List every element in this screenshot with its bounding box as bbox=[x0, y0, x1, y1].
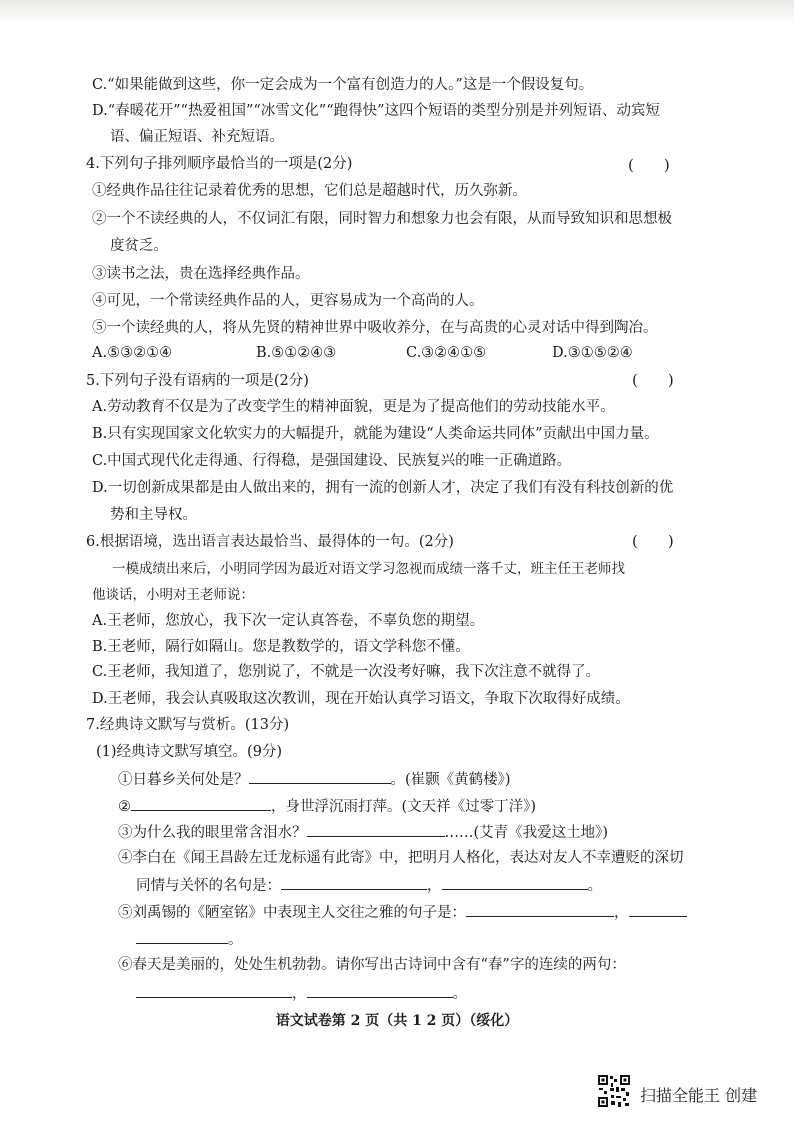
q7-item-4-prompt: 同情与关怀的名句是： bbox=[136, 878, 281, 894]
q7-item-6-blank-2[interactable] bbox=[307, 982, 453, 998]
q4-answer-paren[interactable]: ( ) bbox=[628, 156, 670, 174]
q7-item-1 bbox=[118, 768, 511, 790]
q4-option-b: B.⑤①②④③ bbox=[256, 345, 337, 361]
q7-item-1-blank[interactable] bbox=[249, 768, 391, 784]
q7-item-2-source: ，身世浮沉雨打萍。(文天祥《过零丁洋》) bbox=[271, 799, 537, 815]
q4-sentence-5: ⑤一个读经典的人，将从先贤的精神世界中吸收养分，在与高贵的心灵对话中得到陶冶。 bbox=[92, 320, 658, 336]
q5-title: 5.下列句子没有语病的一项是(2分) bbox=[86, 373, 309, 389]
q7-item-4-period: 。 bbox=[587, 878, 602, 894]
q5-option-d: D.一切创新成果都是由人做出来的，拥有一流的创新人才，决定了我们有没有科技创新的优 bbox=[92, 480, 674, 496]
q7-item-6-cont bbox=[136, 982, 467, 1004]
q7-item-5-blank-2a[interactable] bbox=[629, 901, 687, 917]
q7-item-4-blank-2[interactable] bbox=[442, 874, 588, 890]
qr-code-icon bbox=[597, 1074, 631, 1108]
scanner-brand-text: 扫描全能王 创建 bbox=[640, 1086, 758, 1105]
q6-answer-paren[interactable]: ( ) bbox=[632, 532, 674, 550]
q7-item-1-source: 。(崔颢《黄鹤楼》) bbox=[390, 772, 511, 788]
q7-item-6: ⑥春天是美丽的，处处生机勃勃。请你写出古诗词中含有“春”字的连续的两句： bbox=[118, 957, 626, 973]
q6-option-a: A.王老师，您放心，我下次一定认真答卷，不辜负您的期望。 bbox=[92, 613, 485, 629]
q5-answer-paren[interactable]: ( ) bbox=[632, 371, 674, 389]
q4-sentence-1: ①经典作品往往记录着优秀的思想，它们总是超越时代，历久弥新。 bbox=[92, 183, 527, 199]
q4-option-a: A.⑤③②①④ bbox=[92, 345, 173, 361]
q4-option-d: D.③①⑤②④ bbox=[552, 345, 633, 361]
q7-item-6-comma: ， bbox=[292, 986, 307, 1002]
q7-item-2-blank[interactable] bbox=[131, 795, 271, 811]
q7-item-5-blank-2b[interactable] bbox=[136, 928, 228, 944]
q7-item-5-comma: ， bbox=[614, 905, 629, 921]
q7-item-5-text: ⑤刘禹锡的《陋室铭》中表现主人交往之雅的句子是： bbox=[118, 905, 466, 921]
q3-option-d: D.“春暖花开”“热爱祖国”“冰雪文化”“跑得快”这四个短语的类型分别是并列短语、动宾短 bbox=[92, 103, 661, 119]
q4-title: 4.下列句子排列顺序最恰当的一项是(2分) bbox=[86, 156, 353, 172]
q3-option-d-cont: 语、偏正短语、补充短语。 bbox=[110, 129, 284, 145]
q4-sentence-3: ③读书之法，贵在选择经典作品。 bbox=[92, 266, 310, 282]
q7-item-4-blank-1[interactable] bbox=[281, 874, 427, 890]
page-footer: 语文试卷第 2 页（共 1 2 页）（绥化） bbox=[275, 1013, 519, 1029]
q6-option-b: B.王老师，隔行如隔山。您是教数学的，语文学科您不懂。 bbox=[92, 639, 470, 655]
q5-option-a: A.劳动教育不仅是为了改变学生的精神面貌，更是为了提高他们的劳动技能水平。 bbox=[92, 399, 615, 415]
q6-title: 6.根据语境，选出语言表达最恰当、最得体的一句。(2分) bbox=[86, 534, 454, 550]
q7-item-6-blank-1[interactable] bbox=[136, 982, 292, 998]
scan-top-shadow bbox=[0, 0, 794, 22]
q4-sentence-2: ②一个不读经典的人，不仅词汇有限，同时智力和想象力也会有限，从而导致知识和思想极 bbox=[92, 211, 672, 227]
q7-item-3-text: ③为什么我的眼里常含泪水？ bbox=[118, 825, 307, 841]
q7-item-5-blank-1[interactable] bbox=[466, 901, 614, 917]
q7-item-2 bbox=[118, 795, 536, 817]
q6-context: 一模成绩出来后，小明同学因为最近对语文学习忽视而成绩一落千丈，班主任王老师找 bbox=[112, 561, 625, 577]
q7-item-5-cont bbox=[136, 928, 243, 950]
q6-context-cont: 他谈话，小明对王老师说： bbox=[92, 587, 254, 603]
q4-sentence-2-cont: 度贫乏。 bbox=[110, 238, 168, 254]
q5-option-d-cont: 势和主导权。 bbox=[110, 507, 197, 523]
q7-item-1-text: ①日暮乡关何处是？ bbox=[118, 772, 249, 788]
q7-title: 7.经典诗文默写与赏析。(13分) bbox=[86, 717, 290, 733]
q4-option-c: C.③②④①⑤ bbox=[406, 345, 487, 361]
q7-item-4-comma: ， bbox=[427, 878, 442, 894]
q7-item-4: ④李白在《闻王昌龄左迁龙标遥有此寄》中，把明月人格化，表达对友人不幸遭贬的深切 bbox=[118, 850, 684, 866]
q4-sentence-4: ④可见，一个常读经典作品的人，更容易成为一个高尚的人。 bbox=[92, 293, 484, 309]
q5-option-c: C.中国式现代化走得通、行得稳，是强国建设、民族复兴的唯一正确道路。 bbox=[92, 453, 572, 469]
q3-option-c: C.“如果能做到这些，你一定会成为一个富有创造力的人。”这是一个假设复句。 bbox=[92, 77, 594, 93]
q7-item-4-cont bbox=[136, 874, 602, 896]
q6-option-c: C.王老师，我知道了，您别说了，不就是一次没考好嘛，我下次注意不就得了。 bbox=[92, 664, 601, 680]
q7-item-2-text: ② bbox=[118, 799, 131, 815]
q7-item-3-source: ……(艾青《我爱这土地》) bbox=[444, 825, 609, 841]
q7-item-3-blank[interactable] bbox=[307, 821, 445, 837]
q6-option-d: D.王老师，我会认真吸取这次教训，现在开始认真学习语文，争取下次取得好成绩。 bbox=[92, 691, 630, 707]
q7-item-6-period: 。 bbox=[452, 986, 467, 1002]
q7-sub1-title: (1)经典诗文默写填空。(9分) bbox=[96, 744, 283, 760]
q7-item-5 bbox=[118, 901, 687, 923]
q5-option-b: B.只有实现国家文化软实力的大幅提升，就能为建设“人类命运共同体”贡献出中国力量。 bbox=[92, 426, 659, 442]
q7-item-3 bbox=[118, 821, 608, 843]
q7-item-5-period: 。 bbox=[228, 932, 243, 948]
